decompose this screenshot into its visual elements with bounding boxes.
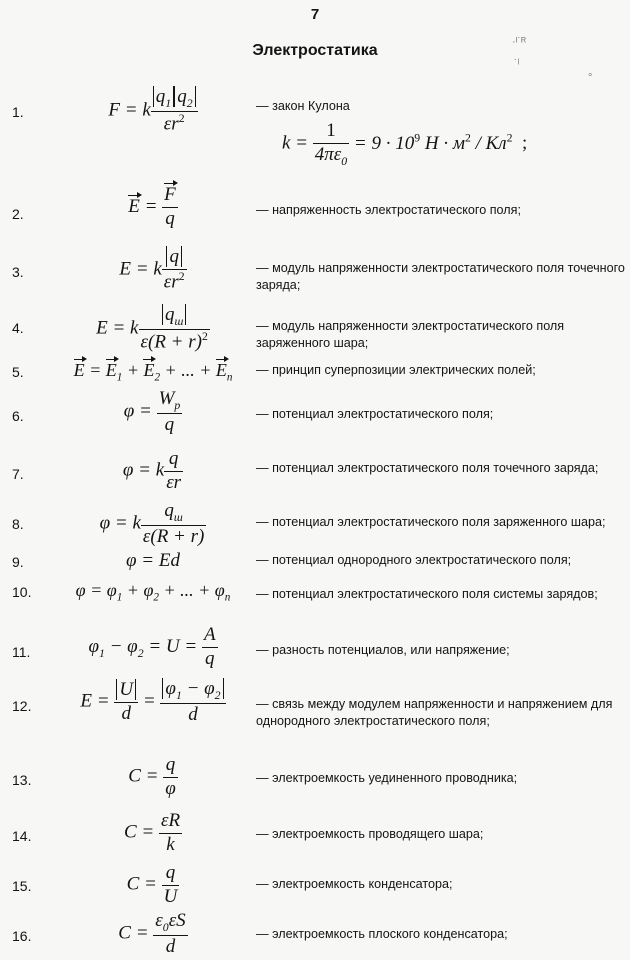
formula-number: 3. (12, 264, 24, 280)
page-number: 7 (310, 6, 320, 23)
coulomb-constant: k = $\frac{1}{4\pi\varepsilon_0}$ = $9 \cdot 10^9$ $H \cdot м^2 / Кл^2$ ; (282, 120, 528, 168)
formula: E = $\frac{F}{q}$ (128, 184, 176, 229)
formula-description: — закон Кулона (256, 99, 350, 113)
formula: E = $\frac{U}{d}$ = $\frac{\varphi_1 - \varphi_2}{d}$ (62, 678, 244, 727)
formula-description: — напряженность электростатического поля; (256, 203, 521, 217)
formula-description: — модуль напряженности электростатического поля заряженного шара; (256, 319, 565, 350)
formula-number: 14. (12, 828, 32, 844)
formula-description: — потенциал электростатического поля; (256, 407, 494, 421)
formula-description: — электроемкость плоского конденсатора; (256, 927, 508, 941)
formula: $\varphi = \varphi_1 + \varphi_2$ + ... + $\varphi_n$ (75, 580, 231, 604)
formula-number: 8. (12, 516, 24, 532)
formula: φ = $\frac{W_p}{q}$ (123, 388, 181, 435)
formula-description: — потенциал электростатического поля системы зарядов; (256, 587, 598, 601)
formula: C = $\frac{q}{U}$ (126, 862, 178, 907)
formula-number: 15. (12, 878, 32, 894)
formula-description: — разность потенциалов, или напряжение; (256, 643, 510, 657)
formula-description: — потенциал электростатического поля заряженного шара; (256, 515, 606, 529)
formula-number: 11. (12, 644, 31, 660)
formula-number: 16. (12, 928, 32, 944)
formula: C = $\frac{\varepsilon R}{k}$ (123, 810, 181, 855)
formula-number: 12. (12, 698, 32, 714)
formula-number: 7. (12, 466, 24, 482)
formula-description: — электроемкость уединенного проводника; (256, 771, 518, 785)
formula-description: — электроемкость конденсатора; (256, 877, 453, 891)
formula: φ = k $\frac{q}{\varepsilon r}$ (122, 448, 182, 493)
formula-description: — потенциал однородного электростатического поля; (256, 553, 572, 567)
formula: $E = E_1 + E_2$ + ... + $E_n$ (73, 360, 233, 384)
page-title: Электростатика (252, 42, 378, 59)
formula-description: — потенциал электростатического поля точечного заряда; (256, 461, 599, 475)
formula-number: 2. (12, 206, 24, 222)
formula: φ = k $\frac{q_ш}{\varepsilon(R + r)}$ (99, 500, 205, 547)
formula-number: 1. (12, 104, 24, 120)
formula-number: 6. (12, 408, 24, 424)
formula: E = k $\frac{q_ш}{\varepsilon(R + r)^2}$ (96, 304, 208, 353)
formula-description: — связь между модулем напряженности и напряжением для однородного электростатического поля; (256, 697, 613, 728)
formula-number: 9. (12, 554, 24, 570)
formula-description: — принцип суперпозиции электрических полей; (256, 363, 536, 377)
formula-number: 10. (12, 584, 32, 600)
formula: F = k $\frac{q_1 q_2}{\varepsilon r^2}$ (62, 86, 244, 136)
formula-number: 4. (12, 320, 24, 336)
scan-speck: ·ᴵ˙ᴿ (512, 36, 527, 48)
formula: E = k $\frac{q}{\varepsilon r^2}$ (119, 246, 185, 293)
formula-number: 13. (12, 772, 32, 788)
scan-speck: ˙ˡ (514, 58, 520, 70)
formula: φ = Ed (126, 550, 180, 571)
formula: $\varphi_1 - \varphi_2 = U$ = $\frac{A}{q}$ (88, 624, 216, 669)
formula-number: 5. (12, 364, 24, 380)
formula: C = $\frac{q}{\varphi}$ (128, 754, 176, 799)
formula-description: — электроемкость проводящего шара; (256, 827, 484, 841)
formula-description: — модуль напряженности электростатического поля точечного заряда; (256, 261, 625, 292)
scan-speck: ° (588, 72, 593, 84)
formula: C = $\frac{\varepsilon_0\varepsilon S}{d}$ (118, 910, 186, 957)
